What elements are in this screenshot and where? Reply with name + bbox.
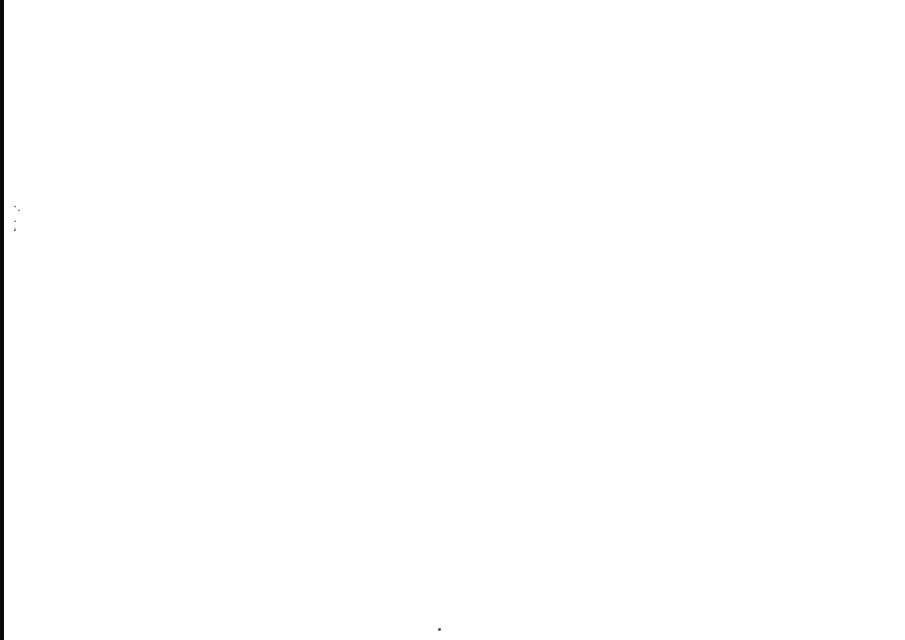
scan-artifact-marks: `· · ‘ xyxy=(13,203,21,239)
